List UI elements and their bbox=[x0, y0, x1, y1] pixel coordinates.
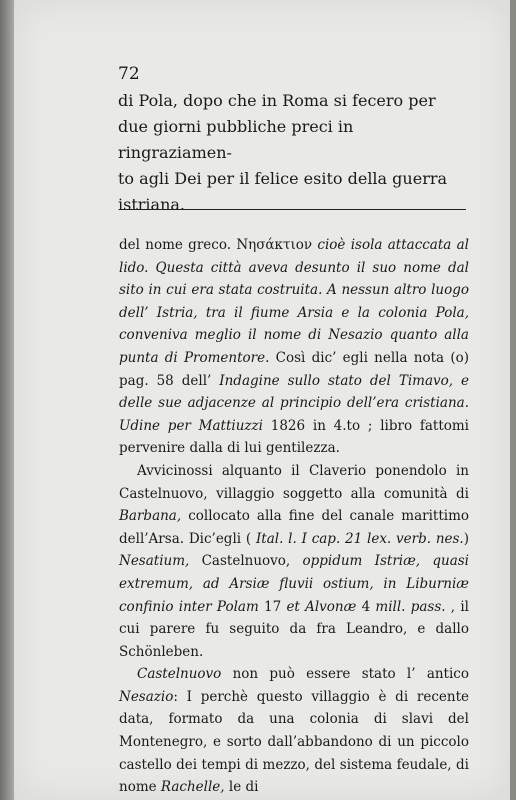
main-text-line: di Pola, dopo che in Roma si fecero per bbox=[118, 91, 436, 110]
note-italic-text: Barbana, bbox=[119, 508, 182, 525]
note-text: 17 bbox=[258, 598, 287, 615]
note-italic-text: Nesatium, bbox=[119, 553, 190, 570]
note-italic-text: Rachelle, bbox=[160, 779, 225, 796]
note-italic-text: et Alvonæ bbox=[286, 598, 357, 615]
main-text-line: istriana. bbox=[118, 195, 185, 214]
note-text: collocato alla fine del canale marittimo dell’Arsa. Dic’egli ( bbox=[119, 508, 469, 547]
note-text: Così dic’ egli nella nota (o) pag. 58 dell’ bbox=[119, 349, 470, 389]
footnote-paragraph bbox=[119, 234, 469, 460]
note-italic-text: oppidum Istriæ, quasi extremum, ad Arsiæ fluvii ostium, in Liburniæ confinio inter Polam bbox=[119, 553, 469, 615]
book-spine-shadow bbox=[0, 0, 14, 800]
note-text: 1826 in 4.to ; libro fattomi pervenire dalla di lui gentilezza. bbox=[119, 417, 469, 457]
footnotes bbox=[119, 234, 469, 799]
note-text: del nome greco. bbox=[119, 237, 237, 253]
note-text: : I perchè questo villaggio è di recente data, formato da una colonia di slavi del Montenegro, e sorto dall’abbandono di un piccolo castello dei tempi di mezzo, del sistema feudale, di nome bbox=[119, 688, 469, 796]
note-text: , il cui parere fu seguito da fra Leandro, e dallo Schönleben. bbox=[119, 598, 469, 660]
note-text: ) bbox=[463, 530, 470, 547]
page-number: 72 bbox=[118, 64, 140, 84]
footnote-paragraph bbox=[119, 663, 469, 799]
note-italic-text: Ital. l. I cap. 21 lex. verb. nes. bbox=[255, 530, 464, 547]
note-italic-text: Castelnuovo bbox=[137, 666, 222, 683]
main-text-line: to agli Dei per il felice esito della guerra bbox=[118, 169, 448, 188]
footnote-separator-rule bbox=[119, 209, 466, 210]
note-italic-text: mill. pass. bbox=[375, 598, 446, 615]
note-text: Avvicinossi alquanto il Claverio ponendolo in Castelnuovo, villaggio soggetto alla comunità di bbox=[119, 462, 469, 502]
note-italic-text: Nesazio bbox=[119, 688, 174, 705]
note-text: Castelnuovo, bbox=[189, 553, 303, 570]
note-italic-text: Indagine sullo stato del Timavo, e delle sue adjacenze al principio dell’era cristiana. Udine per Mattiuzzi bbox=[119, 372, 469, 434]
main-text bbox=[118, 88, 468, 218]
note-text: 4 bbox=[356, 598, 376, 615]
note-italic-text: cioè isola attaccata al lido. Questa città aveva desunto il suo nome dal sito in cui era stata costruita. A nessun altro luogo dell’ Istria, tra il fiume Arsia e la colonia Pola, conveniva meglio il nome di Nesazio quanto alla punta di Promentore. bbox=[119, 237, 470, 366]
note-text: non può essere stato l’ antico bbox=[221, 666, 469, 683]
note-text: le di bbox=[224, 779, 259, 796]
footnote-paragraph bbox=[119, 460, 469, 663]
main-text-line: due giorni pubbliche preci in ringraziamen- bbox=[118, 117, 354, 162]
greek-word: Νησάκτιον bbox=[236, 237, 313, 253]
